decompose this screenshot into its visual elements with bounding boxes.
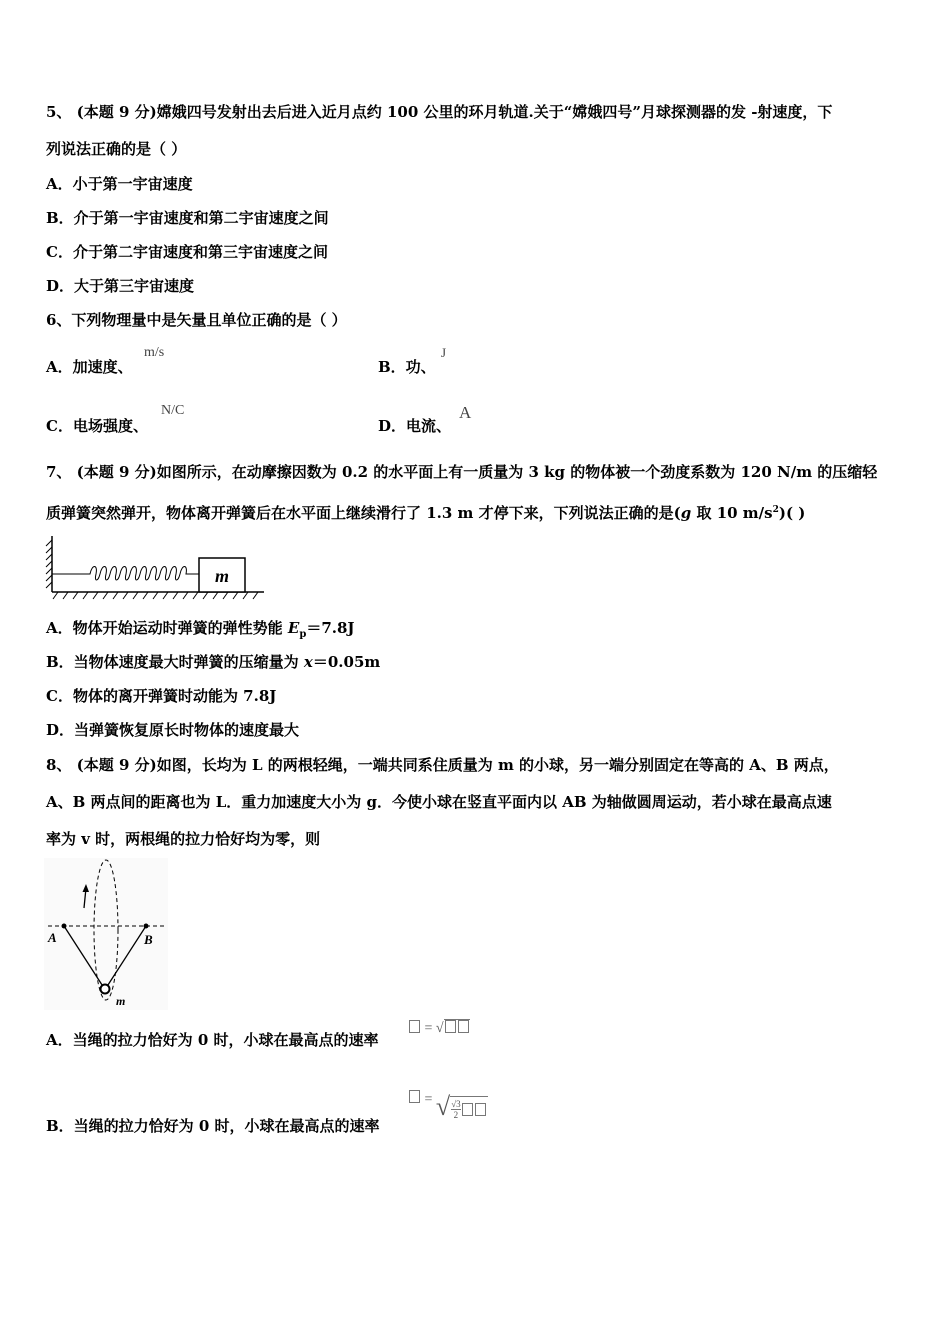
q7-spring-figure: [44, 532, 266, 602]
q8-option-b-eq: =: [424, 1092, 433, 1107]
q6-stem: 6、下列物理量中是矢量且单位正确的是（ ）: [46, 311, 347, 329]
q8-option-b-frac-num: √3: [451, 1099, 461, 1110]
q8-point-b: [144, 924, 149, 929]
q7-option-b: [46, 652, 380, 672]
q8-option-a-formula: [408, 1020, 470, 1037]
q8-option-a-placeholder-g-icon: [445, 1020, 456, 1033]
q8-option-b: B．当绳的拉力恰好为 0 时，小球在最高点的速率: [46, 1117, 380, 1135]
q7-option-b-var: x: [303, 653, 313, 671]
q7-stem-line2-post: )( ): [778, 504, 806, 522]
q8-stem-line1: 8、 (本题 9 分)如图，长均为 L 的两根轻绳，一端共同系住质量为 m 的小球，另一端分别固定在等高的 A、B 两点，: [46, 756, 839, 774]
q8-label-m: m: [116, 994, 126, 1008]
q8-label-b: B: [144, 932, 153, 947]
q6-option-d: D．电流、: [378, 417, 452, 435]
q7-option-a-post: ＝7.8J: [306, 619, 355, 637]
q8-option-a-eq: =: [424, 1021, 433, 1036]
q7-option-d: D．当弹簧恢复原长时物体的速度最大: [46, 721, 300, 739]
q8-option-a-placeholder-l-icon: [458, 1020, 469, 1033]
q5-option-c: C．介于第二宇宙速度和第三宇宙速度之间: [46, 243, 328, 261]
q7-option-c: C．物体的离开弹簧时动能为 7.8J: [46, 687, 277, 705]
q7-option-a-var: E: [287, 619, 300, 637]
q8-option-a: A．当绳的拉力恰好为 0 时，小球在最高点的速率: [46, 1031, 379, 1049]
q5-option-b: B．介于第一宇宙速度和第二宇宙速度之间: [46, 209, 329, 227]
q7-stem-line1: 7、 (本题 9 分)如图所示，在动摩擦因数为 0.2 的水平面上有一质量为 3 kg 的物体被一个劲度系数为 120 N/m 的压缩轻: [46, 463, 878, 481]
q8-point-a: [62, 924, 67, 929]
q5-stem-line1: 5、 (本题 9 分)嫦娥四号发射出去后进入近月点约 100 公里的环月轨道.关于“嫦娥四号”月球探测器的发 -射速度，下: [46, 103, 833, 121]
q5-option-d: D．大于第三宇宙速度: [46, 277, 195, 295]
q6-option-a: A．加速度、: [46, 358, 133, 376]
q6-option-c: C．电场强度、: [46, 417, 148, 435]
q8-option-b-formula: [408, 1090, 488, 1122]
q8-stem-line3: 率为 v 时，两根绳的拉力恰好均为零，则: [46, 830, 321, 848]
q7-sup: 2: [772, 505, 779, 515]
q8-stem-line2: A、B 两点间的距离也为 L．重力加速度大小为 g．今使小球在竖直平面内以 AB 为轴做圆周运动，若小球在最高点速: [46, 793, 832, 811]
q7-spring: [52, 567, 199, 581]
q6-option-c-unit: N/C: [161, 403, 185, 418]
q8-option-b-placeholder-icon: [409, 1090, 420, 1103]
q6-option-b-unit: J: [441, 345, 447, 360]
q8-ball: [101, 985, 110, 994]
q8-option-a-sqrt: √: [435, 1021, 444, 1036]
q7-option-a-sub: p: [299, 629, 307, 640]
q8-label-a: A: [48, 930, 57, 945]
q5-stem-line2: 列说法正确的是（ ）: [46, 140, 187, 158]
q6-option-d-unit: A: [459, 403, 472, 422]
q7-stem-line2: [46, 500, 805, 523]
q6-option-b: B．功、: [378, 358, 436, 376]
q6-option-a-unit: m/s: [144, 345, 165, 360]
q8-option-b-placeholder-l-icon: [475, 1103, 486, 1116]
q7-g-symbol: g: [680, 504, 692, 522]
q8-pendulum-figure: [44, 858, 168, 1010]
q7-option-b-pre: B．当物体速度最大时弹簧的压缩量为: [46, 653, 304, 671]
q7-option-b-post: ＝0.05m: [312, 653, 381, 671]
q8-option-b-frac-den: 2: [453, 1110, 459, 1121]
q8-option-b-sqrt: √: [435, 1092, 451, 1121]
q7-stem-line2-mid: 取 10 m/s: [691, 504, 773, 522]
q7-block-label: m: [214, 566, 230, 586]
q7-stem-line2-pre: 质弹簧突然弹开，物体离开弹簧后在水平面上继续滑行了 1.3 m 才停下来，下列说法正确的是(: [46, 504, 681, 522]
q7-wall-hatch: [46, 540, 52, 588]
q8-option-b-placeholder-g-icon: [462, 1103, 473, 1116]
q5-option-a: A．小于第一宇宙速度: [46, 175, 193, 193]
q8-option-a-placeholder-icon: [409, 1020, 420, 1033]
q7-option-a-pre: A．物体开始运动时弹簧的弹性势能: [46, 619, 288, 637]
q7-option-a: [46, 618, 355, 645]
q7-floor-hatch: [53, 592, 258, 599]
